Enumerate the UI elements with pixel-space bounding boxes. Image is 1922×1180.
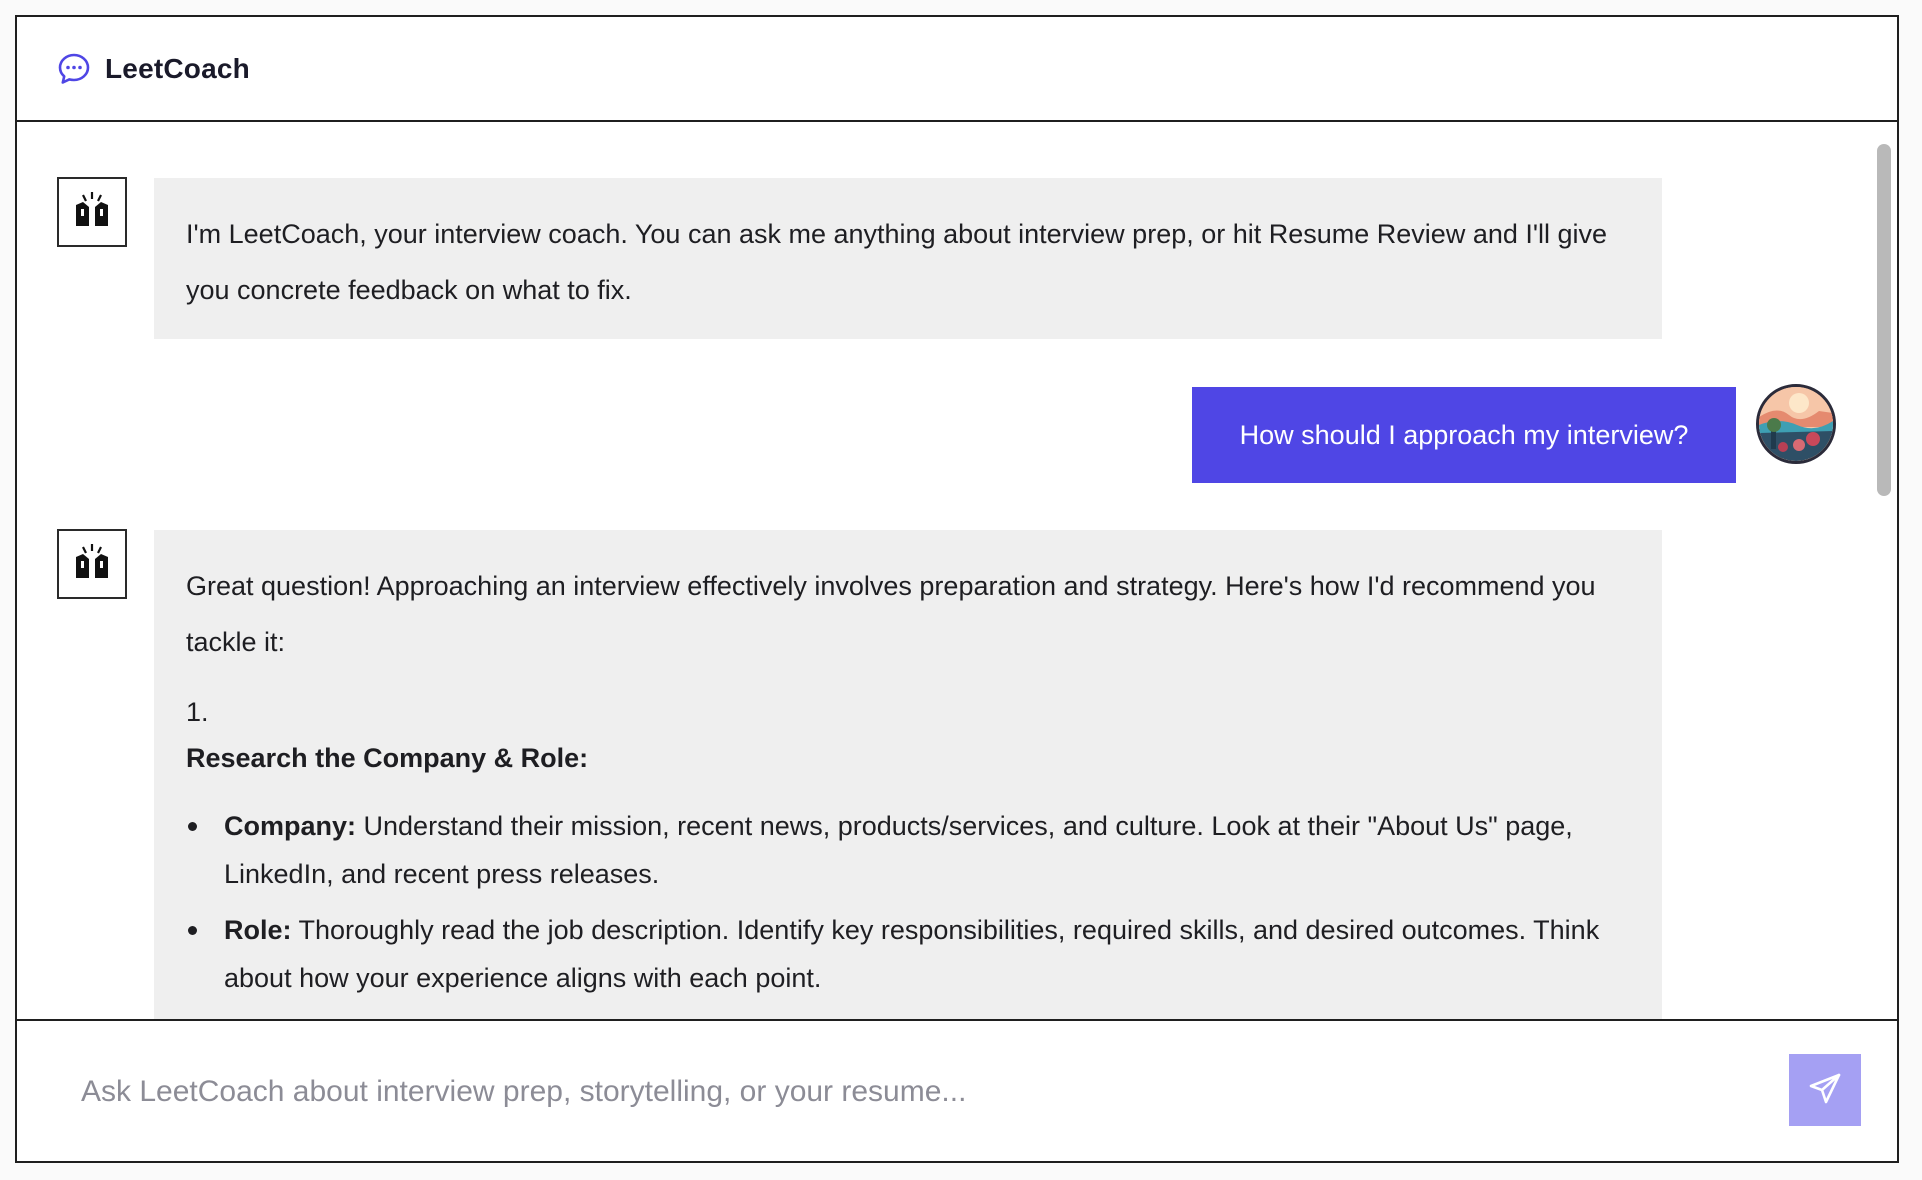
assistant-message-intro: Great question! Approaching an interview effectively involves preparation and strategy. Here's how I'd recommend you tackle it: — [186, 571, 1596, 657]
user-avatar-landscape — [1759, 387, 1833, 461]
coach-logo-icon — [72, 542, 112, 587]
assistant-message — [154, 530, 1662, 1034]
bullet-item — [186, 906, 1630, 1002]
coach-avatar — [57, 177, 127, 247]
app-window — [15, 15, 1899, 1163]
message-input[interactable] — [79, 1061, 1763, 1123]
message-composer — [17, 1019, 1897, 1163]
scrollbar[interactable] — [1873, 122, 1891, 1034]
user-message — [1192, 387, 1736, 483]
user-avatar[interactable] — [1756, 384, 1836, 464]
bullet-text: Understand their mission, recent news, products/services, and culture. Look at their "About Us" page, LinkedIn, and recent press releases. — [224, 811, 1573, 889]
list-number: 1. — [186, 697, 209, 727]
coach-logo-icon — [72, 190, 112, 235]
section-heading: Research the Company & Role: — [186, 743, 589, 773]
chat-bubble-icon — [57, 52, 91, 86]
bullet-list — [186, 802, 1630, 1002]
coach-avatar — [57, 529, 127, 599]
assistant-message — [154, 178, 1662, 339]
user-message-text: How should I approach my interview? — [1239, 419, 1689, 450]
send-button[interactable] — [1789, 1054, 1861, 1126]
app-title: LeetCoach — [105, 52, 250, 84]
bullet-label: Role: — [224, 915, 292, 945]
message-list[interactable] — [17, 122, 1897, 1034]
assistant-message-text: I'm LeetCoach, your interview coach. You can ask me anything about interview prep, or hit Resume Review and I'll give you concrete feedback on what to fix. — [186, 219, 1608, 305]
bullet-text: Thoroughly read the job description. Identify key responsibilities, required skills, and desired outcomes. Think about how your experience aligns with each point. — [224, 915, 1600, 993]
app-header — [17, 17, 1897, 122]
scrollbar-thumb[interactable] — [1877, 144, 1891, 496]
bullet-dot — [188, 822, 197, 831]
bullet-item — [186, 802, 1630, 898]
paper-plane-icon — [1808, 1072, 1842, 1109]
bullet-label: Company: — [224, 811, 357, 841]
bullet-dot — [188, 926, 197, 935]
